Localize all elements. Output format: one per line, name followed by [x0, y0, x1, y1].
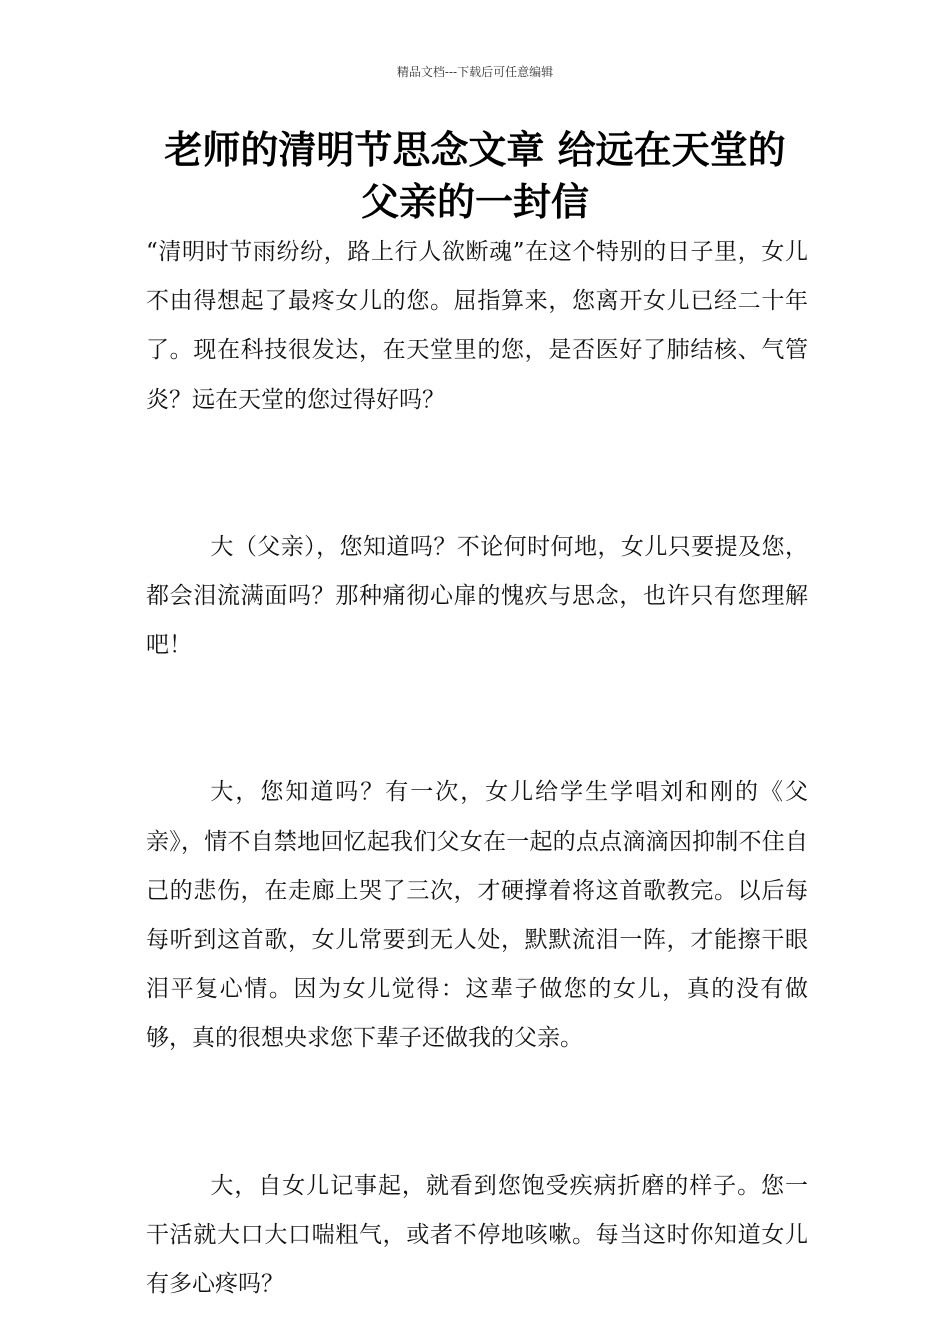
header-note: 精品文档---下载后可任意编辑	[396, 65, 554, 79]
paragraph-1: “清明时节雨纷纷，路上行人欲断魂”在这个特别的日子里，女儿不由得想起了最疼女儿的您。屈指算来，您离开女儿已经二十年了。现在科技很发达，在天堂里的您，是否医好了肺结核、气管炎？远在天堂的您过得好吗？	[146, 239, 808, 413]
article-body	[146, 228, 808, 1309]
paragraph-3: 大，您知道吗？有一次，女儿给学生学唱刘和刚的《父亲》，情不自禁地回忆起我们父女在一起的点点滴滴因抑制不住自己的悲伤，在走廊上哭了三次，才硬撑着将这首歌教完。以后每每听到这首歌，女儿常要到无人处，默默流泪一阵，才能擦干眼泪平复心情。因为女儿觉得：这辈子做您的女儿，真的没有做够，真的很想央求您下辈子还做我的父亲。	[146, 779, 808, 1052]
title-line-2: 父亲的一封信	[360, 180, 589, 224]
paragraph-4: 大，自女儿记事起，就看到您饱受疾病折磨的样子。您一干活就大口大口喘粗气，或者不停地咳嗽。每当这时你知道女儿有多心疼吗？	[146, 1172, 808, 1298]
paragraph-spacer	[146, 425, 808, 523]
paragraph-2: 大（父亲），您知道吗？不论何时何地，女儿只要提及您，都会泪流满面吗？那种痛彻心扉的愧疚与思念，也许只有您理解吧！	[146, 533, 808, 659]
title-line-1: 老师的清明节思念文章 给远在天堂的	[164, 128, 786, 172]
paragraph-spacer	[146, 1064, 808, 1162]
paragraph-spacer	[146, 670, 808, 768]
page-title	[120, 124, 830, 228]
